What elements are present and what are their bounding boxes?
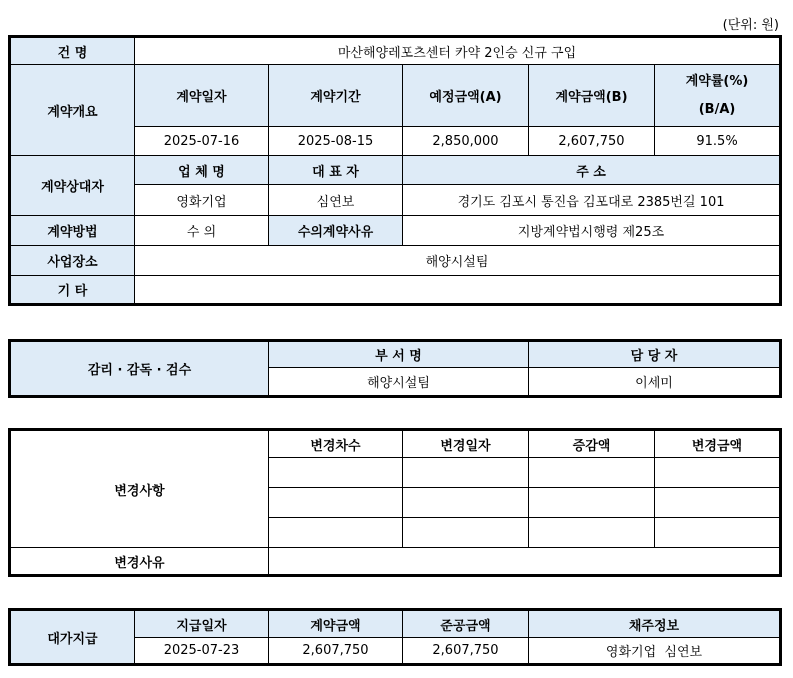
party-label: 계약상대자 bbox=[10, 156, 135, 216]
payment-label: 대가지급 bbox=[10, 610, 135, 665]
title-label: 건 명 bbox=[10, 37, 135, 65]
change-round-header: 변경차수 bbox=[269, 430, 403, 458]
payment-table bbox=[8, 608, 782, 666]
changes-table bbox=[8, 428, 782, 577]
payment-contract-amount: 2,607,750 bbox=[269, 638, 403, 665]
change-cell bbox=[655, 458, 781, 488]
representative: 심연보 bbox=[269, 185, 403, 216]
supervision-label: 감리 · 감독 · 검수 bbox=[10, 341, 269, 397]
estimate-amount: 2,850,000 bbox=[403, 127, 529, 156]
change-cell bbox=[403, 488, 529, 518]
change-delta-header: 증감액 bbox=[529, 430, 655, 458]
unit-note: (단위: 원) bbox=[722, 18, 779, 33]
business-place: 해양시설팀 bbox=[135, 246, 781, 276]
completion-amount: 2,607,750 bbox=[403, 638, 529, 665]
address-label: 주 소 bbox=[403, 156, 781, 185]
completion-amount-header: 준공금액 bbox=[403, 610, 529, 638]
address: 경기도 김포시 통진읍 김포대로 2385번길 101 bbox=[403, 185, 781, 216]
contract-method: 수 의 bbox=[135, 216, 269, 246]
place-label: 사업장소 bbox=[10, 246, 135, 276]
representative-label: 대 표 자 bbox=[269, 156, 403, 185]
manager: 이세미 bbox=[529, 368, 781, 397]
change-cell bbox=[269, 488, 403, 518]
manager-label: 담 당 자 bbox=[529, 341, 781, 368]
payment-date: 2025-07-23 bbox=[135, 638, 269, 665]
change-cell bbox=[269, 458, 403, 488]
contract-date: 2025-07-16 bbox=[135, 127, 269, 156]
change-cell bbox=[403, 458, 529, 488]
private-contract-reason: 지방계약법시행령 제25조 bbox=[403, 216, 781, 246]
contract-rate: 91.5% bbox=[655, 127, 781, 156]
change-cell bbox=[269, 518, 403, 548]
change-reason bbox=[269, 548, 781, 576]
change-date-header: 변경일자 bbox=[403, 430, 529, 458]
change-cell bbox=[529, 458, 655, 488]
contract-period: 2025-08-15 bbox=[269, 127, 403, 156]
change-reason-label: 변경사유 bbox=[10, 548, 269, 576]
contract-date-label: 계약일자 bbox=[135, 65, 269, 127]
contract-period-label: 계약기간 bbox=[269, 65, 403, 127]
creditor-info-header: 채주정보 bbox=[529, 610, 781, 638]
contract-amount-label: 계약금액(B) bbox=[529, 65, 655, 127]
change-cell bbox=[655, 518, 781, 548]
etc-label: 기 타 bbox=[10, 276, 135, 305]
company-name: 영화기업 bbox=[135, 185, 269, 216]
change-cell bbox=[655, 488, 781, 518]
contract-rate-label-line1: 계약률(%) bbox=[685, 73, 749, 89]
supervision-table bbox=[8, 339, 782, 398]
company-label: 업 체 명 bbox=[135, 156, 269, 185]
estimate-amount-label: 예정금액(A) bbox=[403, 65, 529, 127]
change-cell bbox=[403, 518, 529, 548]
department: 해양시설팀 bbox=[269, 368, 529, 397]
changed-amount-header: 변경금액 bbox=[655, 430, 781, 458]
etc-value bbox=[135, 276, 781, 305]
change-cell bbox=[529, 518, 655, 548]
private-contract-reason-label: 수의계약사유 bbox=[269, 216, 403, 246]
changes-label: 변경사항 bbox=[10, 430, 269, 548]
contract-rate-label bbox=[655, 65, 781, 127]
contract-info-table bbox=[8, 35, 782, 306]
overview-label: 계약개요 bbox=[10, 65, 135, 156]
contract-amount: 2,607,750 bbox=[529, 127, 655, 156]
creditor-info: 영화기업 심연보 bbox=[529, 638, 781, 665]
contract-rate-label-line2: (B/A) bbox=[698, 101, 736, 117]
payment-contract-amount-header: 계약금액 bbox=[269, 610, 403, 638]
title-value: 마산해양레포츠센터 카약 2인승 신규 구입 bbox=[135, 37, 781, 65]
department-label: 부 서 명 bbox=[269, 341, 529, 368]
payment-date-header: 지급일자 bbox=[135, 610, 269, 638]
method-label: 계약방법 bbox=[10, 216, 135, 246]
change-cell bbox=[529, 488, 655, 518]
